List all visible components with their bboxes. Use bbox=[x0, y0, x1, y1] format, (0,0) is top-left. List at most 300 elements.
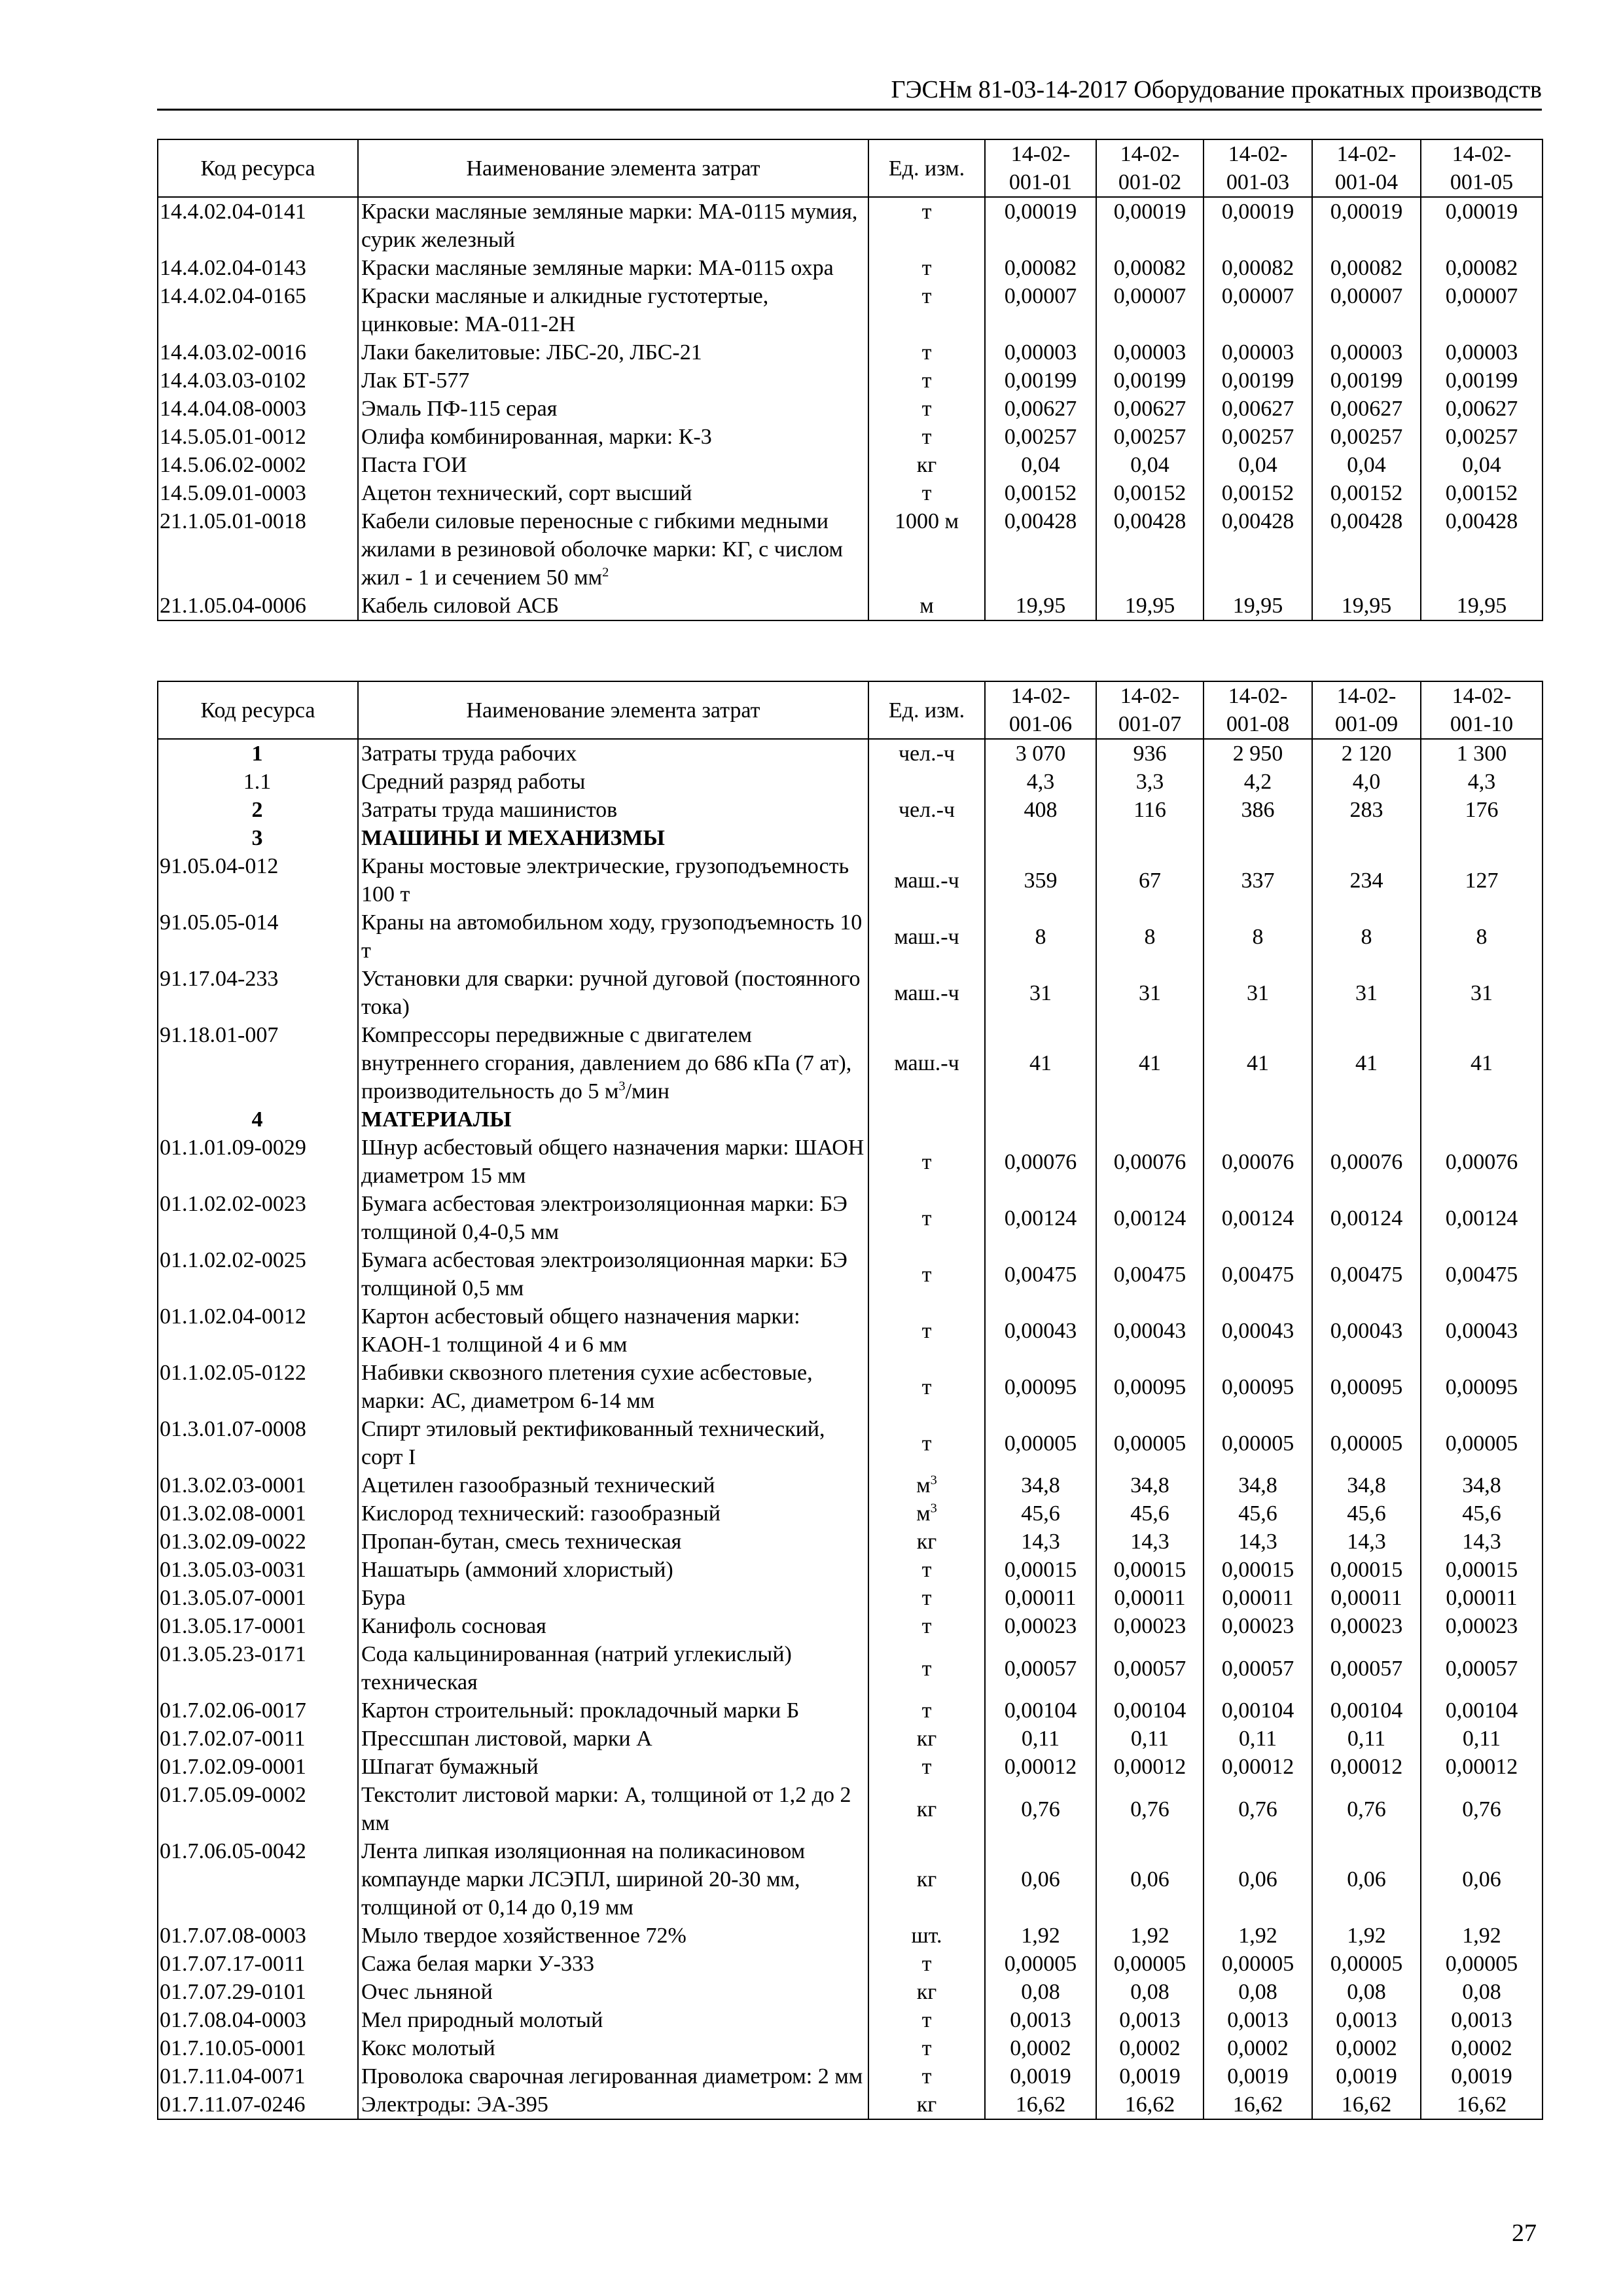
value-cell: 0,00124 bbox=[1312, 1190, 1421, 1246]
value-cell: 31 bbox=[985, 965, 1096, 1021]
value-cell: 0,00124 bbox=[1204, 1190, 1312, 1246]
value-cell: 2 950 bbox=[1204, 739, 1312, 768]
resource-name: Кокс молотый bbox=[358, 2034, 868, 2062]
resource-code: 01.1.01.09-0029 bbox=[158, 1134, 358, 1190]
value-cell: 0,00005 bbox=[1421, 1950, 1543, 1978]
value-cell: 8 bbox=[1096, 908, 1204, 965]
unit bbox=[868, 1105, 985, 1134]
unit: т bbox=[868, 1415, 985, 1471]
resource-name: МАШИНЫ И МЕХАНИЗМЫ bbox=[358, 824, 868, 852]
table-row bbox=[158, 1556, 1543, 1584]
resource-code: 01.7.07.29-0101 bbox=[158, 1978, 358, 2006]
value-cell: 0,00428 bbox=[1421, 507, 1543, 592]
resource-code: 01.7.07.08-0003 bbox=[158, 1922, 358, 1950]
value-cell: 19,95 bbox=[1204, 592, 1312, 620]
value-cell: 4,0 bbox=[1312, 768, 1421, 796]
value-cell: 359 bbox=[985, 852, 1096, 908]
resource-table-2 bbox=[157, 681, 1543, 2120]
table-row bbox=[158, 592, 1543, 620]
value-cell: 19,95 bbox=[1312, 592, 1421, 620]
value-cell: 34,8 bbox=[1421, 1471, 1543, 1499]
value-cell: 0,00104 bbox=[985, 1696, 1096, 1725]
value-cell: 67 bbox=[1096, 852, 1204, 908]
value-cell: 1,92 bbox=[1312, 1922, 1421, 1950]
resource-name: Краски масляные и алкидные густотертые, цинковые: МА-011-2Н bbox=[358, 282, 868, 338]
value-cell: 116 bbox=[1096, 796, 1204, 824]
resource-code: 14.4.02.04-0141 bbox=[158, 197, 358, 254]
resource-code: 01.3.02.09-0022 bbox=[158, 1528, 358, 1556]
value-cell: 0,06 bbox=[1096, 1837, 1204, 1922]
value-cell: 0,0002 bbox=[985, 2034, 1096, 2062]
value-cell: 0,06 bbox=[1204, 1837, 1312, 1922]
value-cell: 0,00043 bbox=[1204, 1302, 1312, 1359]
value-cell: 0,00011 bbox=[1421, 1584, 1543, 1612]
resource-name: Прессшпан листовой, марки А bbox=[358, 1725, 868, 1753]
value-cell: 0,00019 bbox=[1312, 197, 1421, 254]
unit: м bbox=[868, 592, 985, 620]
resource-name: Мыло твердое хозяйственное 72% bbox=[358, 1922, 868, 1950]
value-cell: 0,0019 bbox=[1204, 2062, 1312, 2090]
value-cell: 0,00043 bbox=[1096, 1302, 1204, 1359]
table-row bbox=[158, 367, 1543, 395]
value-cell: 0,0013 bbox=[985, 2006, 1096, 2034]
value-cell: 0,00095 bbox=[985, 1359, 1096, 1415]
unit: т bbox=[868, 367, 985, 395]
resource-code: 01.7.07.17-0011 bbox=[158, 1950, 358, 1978]
value-cell: 0,00057 bbox=[1312, 1640, 1421, 1696]
value-cell: 0,00082 bbox=[1421, 254, 1543, 282]
resource-name: Лак БТ-577 bbox=[358, 367, 868, 395]
value-cell: 16,62 bbox=[1096, 2090, 1204, 2119]
value-cell: 0,00057 bbox=[985, 1640, 1096, 1696]
table-row bbox=[158, 1753, 1543, 1781]
resource-code: 01.7.06.05-0042 bbox=[158, 1837, 358, 1922]
value-cell: 31 bbox=[1096, 965, 1204, 1021]
value-cell: 0,00627 bbox=[1204, 395, 1312, 423]
table-row bbox=[158, 796, 1543, 824]
resource-name: Компрессоры передвижные с двигателем внутреннего сгорания, давлением до 686 кПа (7 ат), производительность до 5 $м^3$/мин bbox=[358, 1021, 868, 1105]
value-cell: 0,06 bbox=[1421, 1837, 1543, 1922]
resource-code: 91.18.01-007 bbox=[158, 1021, 358, 1105]
value-cell: 0,00095 bbox=[1421, 1359, 1543, 1415]
value-cell: 0,00076 bbox=[1096, 1134, 1204, 1190]
table-row bbox=[158, 197, 1543, 254]
value-cell: 0,00015 bbox=[1204, 1556, 1312, 1584]
column-header: 14-02- 001-08 bbox=[1204, 681, 1312, 739]
table-row bbox=[158, 1781, 1543, 1837]
value-cell: 14,3 bbox=[1204, 1528, 1312, 1556]
column-header: Наименование элемента затрат bbox=[358, 681, 868, 739]
value-cell: 8 bbox=[1421, 908, 1543, 965]
unit: т bbox=[868, 2062, 985, 2090]
resource-code: 01.3.05.03-0031 bbox=[158, 1556, 358, 1584]
value-cell: 0,00095 bbox=[1204, 1359, 1312, 1415]
column-header: Код ресурса bbox=[158, 681, 358, 739]
value-cell: 0,0013 bbox=[1096, 2006, 1204, 2034]
unit: т bbox=[868, 423, 985, 451]
table-row bbox=[158, 479, 1543, 507]
value-cell bbox=[1421, 1105, 1543, 1134]
unit bbox=[868, 824, 985, 852]
resource-code: 01.7.05.09-0002 bbox=[158, 1781, 358, 1837]
resource-code: 14.4.04.08-0003 bbox=[158, 395, 358, 423]
table-row bbox=[158, 1246, 1543, 1302]
value-cell: 0,00199 bbox=[1204, 367, 1312, 395]
table-row bbox=[158, 1725, 1543, 1753]
value-cell: 0,11 bbox=[1312, 1725, 1421, 1753]
value-cell: 0,00152 bbox=[985, 479, 1096, 507]
value-cell: 0,00152 bbox=[1312, 479, 1421, 507]
resource-name: Шнур асбестовый общего назначения марки: ШАОН диаметром 15 мм bbox=[358, 1134, 868, 1190]
table-row bbox=[158, 1978, 1543, 2006]
resource-name: Нашатырь (аммоний хлористый) bbox=[358, 1556, 868, 1584]
table-row bbox=[158, 1499, 1543, 1528]
resource-code: 14.4.02.04-0143 bbox=[158, 254, 358, 282]
table-row bbox=[158, 965, 1543, 1021]
value-cell: 0,00082 bbox=[985, 254, 1096, 282]
unit: маш.-ч bbox=[868, 1021, 985, 1105]
unit: т bbox=[868, 1584, 985, 1612]
value-cell: 0,00019 bbox=[1421, 197, 1543, 254]
value-cell: 16,62 bbox=[1204, 2090, 1312, 2119]
value-cell: 0,0019 bbox=[1096, 2062, 1204, 2090]
unit: шт. bbox=[868, 1922, 985, 1950]
resource-code: 21.1.05.04-0006 bbox=[158, 592, 358, 620]
value-cell: 0,00475 bbox=[1421, 1246, 1543, 1302]
value-cell: 0,0002 bbox=[1312, 2034, 1421, 2062]
unit: чел.-ч bbox=[868, 739, 985, 768]
value-cell: 45,6 bbox=[1096, 1499, 1204, 1528]
table-row bbox=[158, 768, 1543, 796]
value-cell: 34,8 bbox=[1204, 1471, 1312, 1499]
table-row bbox=[158, 1837, 1543, 1922]
resource-name: Краны мостовые электрические, грузоподъемность 100 т bbox=[358, 852, 868, 908]
resource-name: Кабели силовые переносные с гибкими медными жилами в резиновой оболочке марки: КГ, с числом жил - 1 и сечением 50 $мм^2$ bbox=[358, 507, 868, 592]
resource-code: 01.3.05.07-0001 bbox=[158, 1584, 358, 1612]
table-row bbox=[158, 1302, 1543, 1359]
resource-code: 21.1.05.01-0018 bbox=[158, 507, 358, 592]
table-row bbox=[158, 1359, 1543, 1415]
value-cell: 0,00428 bbox=[985, 507, 1096, 592]
value-cell: 0,00199 bbox=[985, 367, 1096, 395]
value-cell: 0,00011 bbox=[985, 1584, 1096, 1612]
resource-code: 14.4.02.04-0165 bbox=[158, 282, 358, 338]
table-row bbox=[158, 1528, 1543, 1556]
resource-name: Сода кальцинированная (натрий углекислый) техническая bbox=[358, 1640, 868, 1696]
column-header: 14-02- 001-04 bbox=[1312, 139, 1421, 197]
value-cell: 1,92 bbox=[1421, 1922, 1543, 1950]
table-row bbox=[158, 338, 1543, 367]
value-cell: 0,00007 bbox=[1421, 282, 1543, 338]
value-cell: 41 bbox=[1096, 1021, 1204, 1105]
resource-code: 14.5.09.01-0003 bbox=[158, 479, 358, 507]
resource-name: Краны на автомобильном ходу, грузоподъемность 10 т bbox=[358, 908, 868, 965]
column-header: Наименование элемента затрат bbox=[358, 139, 868, 197]
table-row bbox=[158, 451, 1543, 479]
resource-code: 14.4.03.03-0102 bbox=[158, 367, 358, 395]
value-cell: 3 070 bbox=[985, 739, 1096, 768]
value-cell: 0,76 bbox=[985, 1781, 1096, 1837]
value-cell: 283 bbox=[1312, 796, 1421, 824]
value-cell: 1,92 bbox=[1204, 1922, 1312, 1950]
table-row bbox=[158, 2090, 1543, 2119]
resource-name: Картон асбестовый общего назначения марки: КАОН-1 толщиной 4 и 6 мм bbox=[358, 1302, 868, 1359]
unit: $м^3$ bbox=[868, 1499, 985, 1528]
page-header bbox=[157, 72, 1542, 111]
value-cell: 0,00003 bbox=[1096, 338, 1204, 367]
column-header: 14-02- 001-01 bbox=[985, 139, 1096, 197]
value-cell: 0,00124 bbox=[1096, 1190, 1204, 1246]
resource-name: Краски масляные земляные марки: МА-0115 охра bbox=[358, 254, 868, 282]
value-cell: 0,0019 bbox=[1421, 2062, 1543, 2090]
resource-code: 14.4.03.02-0016 bbox=[158, 338, 358, 367]
resource-code: 01.1.02.02-0025 bbox=[158, 1246, 358, 1302]
unit: кг bbox=[868, 2090, 985, 2119]
value-cell: 14,3 bbox=[1312, 1528, 1421, 1556]
resource-name: Затраты труда машинистов bbox=[358, 796, 868, 824]
value-cell: 0,00095 bbox=[1312, 1359, 1421, 1415]
value-cell: 0,0013 bbox=[1204, 2006, 1312, 2034]
value-cell: 0,00023 bbox=[1312, 1612, 1421, 1640]
resource-name: Лаки бакелитовые: ЛБС-20, ЛБС-21 bbox=[358, 338, 868, 367]
table-row bbox=[158, 1415, 1543, 1471]
unit: кг bbox=[868, 1837, 985, 1922]
value-cell: 0,00199 bbox=[1096, 367, 1204, 395]
value-cell: 0,11 bbox=[1204, 1725, 1312, 1753]
value-cell: 0,00095 bbox=[1096, 1359, 1204, 1415]
value-cell: 1 300 bbox=[1421, 739, 1543, 768]
value-cell: 0,00076 bbox=[1204, 1134, 1312, 1190]
table-row bbox=[158, 908, 1543, 965]
value-cell: 0,00152 bbox=[1096, 479, 1204, 507]
value-cell: 0,00152 bbox=[1421, 479, 1543, 507]
resource-code: 01.3.01.07-0008 bbox=[158, 1415, 358, 1471]
value-cell: 0,00152 bbox=[1204, 479, 1312, 507]
table-header bbox=[158, 139, 1543, 197]
value-cell: 3,3 bbox=[1096, 768, 1204, 796]
resource-name: Затраты труда рабочих bbox=[358, 739, 868, 768]
value-cell bbox=[1096, 1105, 1204, 1134]
resource-code: 01.1.02.04-0012 bbox=[158, 1302, 358, 1359]
column-header: 14-02- 001-05 bbox=[1421, 139, 1543, 197]
value-cell: 45,6 bbox=[985, 1499, 1096, 1528]
value-cell bbox=[985, 824, 1096, 852]
table-row bbox=[158, 852, 1543, 908]
value-cell: 0,00082 bbox=[1096, 254, 1204, 282]
value-cell: 0,08 bbox=[1312, 1978, 1421, 2006]
value-cell: 0,08 bbox=[985, 1978, 1096, 2006]
resource-name: Шпагат бумажный bbox=[358, 1753, 868, 1781]
value-cell: 19,95 bbox=[1421, 592, 1543, 620]
resource-code: 01.3.05.23-0171 bbox=[158, 1640, 358, 1696]
value-cell bbox=[1096, 824, 1204, 852]
value-cell: 0,00627 bbox=[1421, 395, 1543, 423]
column-header: Ед. изм. bbox=[868, 681, 985, 739]
resource-name: Бура bbox=[358, 1584, 868, 1612]
unit: т bbox=[868, 282, 985, 338]
value-cell: 8 bbox=[1204, 908, 1312, 965]
unit: т bbox=[868, 1753, 985, 1781]
value-cell: 16,62 bbox=[1421, 2090, 1543, 2119]
value-cell: 0,00005 bbox=[985, 1415, 1096, 1471]
value-cell: 0,00076 bbox=[1421, 1134, 1543, 1190]
value-cell: 14,3 bbox=[1096, 1528, 1204, 1556]
value-cell bbox=[1312, 1105, 1421, 1134]
unit: маш.-ч bbox=[868, 965, 985, 1021]
resource-code: 91.05.04-012 bbox=[158, 852, 358, 908]
value-cell: 0,00124 bbox=[985, 1190, 1096, 1246]
value-cell: 0,00012 bbox=[1096, 1753, 1204, 1781]
value-cell: 0,00003 bbox=[1204, 338, 1312, 367]
value-cell: 0,00007 bbox=[985, 282, 1096, 338]
value-cell: 45,6 bbox=[1312, 1499, 1421, 1528]
resource-code: 01.1.02.05-0122 bbox=[158, 1359, 358, 1415]
value-cell: 0,0013 bbox=[1312, 2006, 1421, 2034]
table-row bbox=[158, 1105, 1543, 1134]
value-cell: 0,11 bbox=[1096, 1725, 1204, 1753]
value-cell bbox=[1204, 1105, 1312, 1134]
resource-code: 01.3.02.08-0001 bbox=[158, 1499, 358, 1528]
value-cell: 0,00124 bbox=[1421, 1190, 1543, 1246]
value-cell: 0,00257 bbox=[1312, 423, 1421, 451]
value-cell: 0,00005 bbox=[1421, 1415, 1543, 1471]
value-cell: 0,00012 bbox=[1312, 1753, 1421, 1781]
unit: т bbox=[868, 395, 985, 423]
resource-code: 4 bbox=[158, 1105, 358, 1134]
value-cell: 0,00475 bbox=[1096, 1246, 1204, 1302]
unit: т bbox=[868, 2034, 985, 2062]
value-cell: 0,00257 bbox=[985, 423, 1096, 451]
unit: т bbox=[868, 1302, 985, 1359]
value-cell bbox=[1421, 824, 1543, 852]
value-cell: 0,08 bbox=[1096, 1978, 1204, 2006]
value-cell: 14,3 bbox=[985, 1528, 1096, 1556]
resource-code: 01.7.02.09-0001 bbox=[158, 1753, 358, 1781]
resource-name: Установки для сварки: ручной дуговой (постоянного тока) bbox=[358, 965, 868, 1021]
value-cell: 127 bbox=[1421, 852, 1543, 908]
table-row bbox=[158, 2034, 1543, 2062]
value-cell: 45,6 bbox=[1421, 1499, 1543, 1528]
value-cell: 0,00627 bbox=[1096, 395, 1204, 423]
value-cell: 19,95 bbox=[985, 592, 1096, 620]
resource-name: МАТЕРИАЛЫ bbox=[358, 1105, 868, 1134]
value-cell: 14,3 bbox=[1421, 1528, 1543, 1556]
value-cell: 337 bbox=[1204, 852, 1312, 908]
value-cell: 41 bbox=[1421, 1021, 1543, 1105]
table-row bbox=[158, 1471, 1543, 1499]
unit: 1000 м bbox=[868, 507, 985, 592]
resource-code: 14.5.05.01-0012 bbox=[158, 423, 358, 451]
column-header: Ед. изм. bbox=[868, 139, 985, 197]
value-cell: 0,00019 bbox=[985, 197, 1096, 254]
resource-code: 01.3.05.17-0001 bbox=[158, 1612, 358, 1640]
unit: т bbox=[868, 1359, 985, 1415]
value-cell: 0,00428 bbox=[1096, 507, 1204, 592]
value-cell: 0,00015 bbox=[985, 1556, 1096, 1584]
value-cell: 0,00019 bbox=[1204, 197, 1312, 254]
value-cell: 408 bbox=[985, 796, 1096, 824]
value-cell: 0,00104 bbox=[1204, 1696, 1312, 1725]
value-cell: 0,04 bbox=[985, 451, 1096, 479]
value-cell: 0,00005 bbox=[985, 1950, 1096, 1978]
value-cell: 0,06 bbox=[1312, 1837, 1421, 1922]
value-cell: 0,00475 bbox=[1312, 1246, 1421, 1302]
resource-code: 01.7.10.05-0001 bbox=[158, 2034, 358, 2062]
unit: кг bbox=[868, 1781, 985, 1837]
resource-code: 3 bbox=[158, 824, 358, 852]
value-cell: 0,00005 bbox=[1204, 1415, 1312, 1471]
document-title: ГЭСНм 81-03-14-2017 Оборудование прокатных производств bbox=[891, 76, 1542, 103]
value-cell: 0,00005 bbox=[1204, 1950, 1312, 1978]
value-cell: 0,0002 bbox=[1421, 2034, 1543, 2062]
value-cell: 0,00023 bbox=[1096, 1612, 1204, 1640]
value-cell: 0,0019 bbox=[985, 2062, 1096, 2090]
table-row bbox=[158, 739, 1543, 768]
column-header: 14-02- 001-02 bbox=[1096, 139, 1204, 197]
value-cell: 0,04 bbox=[1312, 451, 1421, 479]
table-row bbox=[158, 1190, 1543, 1246]
value-cell: 0,00015 bbox=[1312, 1556, 1421, 1584]
value-cell: 0,00023 bbox=[1421, 1612, 1543, 1640]
resource-name: Пропан-бутан, смесь техническая bbox=[358, 1528, 868, 1556]
table-row bbox=[158, 824, 1543, 852]
table-row bbox=[158, 2062, 1543, 2090]
table-header bbox=[158, 681, 1543, 739]
unit: т bbox=[868, 338, 985, 367]
value-cell: 31 bbox=[1204, 965, 1312, 1021]
value-cell bbox=[1204, 824, 1312, 852]
value-cell: 1,92 bbox=[985, 1922, 1096, 1950]
value-cell: 0,00057 bbox=[1421, 1640, 1543, 1696]
value-cell: 0,00003 bbox=[1312, 338, 1421, 367]
unit: $м^3$ bbox=[868, 1471, 985, 1499]
unit: кг bbox=[868, 451, 985, 479]
resource-code: 01.7.02.06-0017 bbox=[158, 1696, 358, 1725]
value-cell: 0,00043 bbox=[985, 1302, 1096, 1359]
resource-code: 1.1 bbox=[158, 768, 358, 796]
page-number: 27 bbox=[1512, 2219, 1537, 2247]
value-cell bbox=[1312, 824, 1421, 852]
unit: т bbox=[868, 1246, 985, 1302]
table-row bbox=[158, 507, 1543, 592]
column-header: 14-02- 001-06 bbox=[985, 681, 1096, 739]
table-row bbox=[158, 1612, 1543, 1640]
resource-code: 91.05.05-014 bbox=[158, 908, 358, 965]
table-row bbox=[158, 1696, 1543, 1725]
table-row bbox=[158, 423, 1543, 451]
unit: т bbox=[868, 254, 985, 282]
resource-name: Средний разряд работы bbox=[358, 768, 868, 796]
value-cell: 0,00428 bbox=[1204, 507, 1312, 592]
value-cell: 0,00012 bbox=[1204, 1753, 1312, 1781]
table-row bbox=[158, 1134, 1543, 1190]
value-cell: 0,00019 bbox=[1096, 197, 1204, 254]
value-cell: 936 bbox=[1096, 739, 1204, 768]
unit: кг bbox=[868, 1725, 985, 1753]
value-cell: 0,08 bbox=[1421, 1978, 1543, 2006]
value-cell: 0,00005 bbox=[1096, 1950, 1204, 1978]
unit: т bbox=[868, 1640, 985, 1696]
value-cell: 0,00076 bbox=[985, 1134, 1096, 1190]
resource-code: 01.7.11.04-0071 bbox=[158, 2062, 358, 2090]
value-cell: 0,00043 bbox=[1421, 1302, 1543, 1359]
value-cell: 19,95 bbox=[1096, 592, 1204, 620]
value-cell: 8 bbox=[1312, 908, 1421, 965]
unit: т bbox=[868, 197, 985, 254]
unit: кг bbox=[868, 1528, 985, 1556]
value-cell: 0,11 bbox=[1421, 1725, 1543, 1753]
value-cell: 0,00104 bbox=[1096, 1696, 1204, 1725]
